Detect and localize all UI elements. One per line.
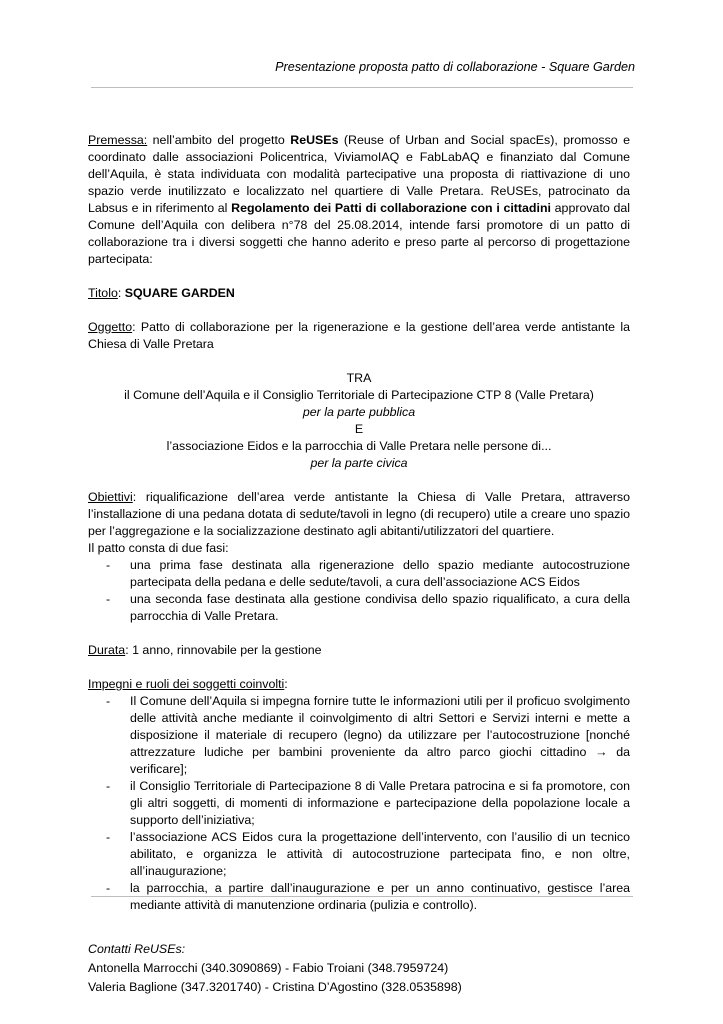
oggetto-text: : Patto di collaborazione per la rigenerazione e la gestione dell’area verde antistante la Chiesa di Valle Pretara — [88, 320, 630, 351]
obiettivi-paragraph — [88, 489, 630, 540]
durata-paragraph — [88, 642, 630, 659]
obiettivi-text: : riqualificazione dell’area verde antistante la Chiesa di Valle Pretara, attraverso l’installazione di una pedana dotata di sedute/tavoli in legno (di recupero) utile a creare uno spazio per l’aggregazione e la socializzazione destinato agli abitanti/utilizzatori del quartiere. — [88, 490, 630, 538]
contacts-line-2: Valeria Baglione (347.3201740) - Cristina D’Agostino (328.0535898) — [88, 980, 462, 994]
dash-marker: - — [106, 779, 111, 793]
list-item — [88, 778, 630, 829]
parti-block — [88, 370, 630, 472]
list-item — [88, 693, 630, 778]
premessa-text-3: approvato dal Comune dell’Aquila con delibera n°78 del 25.08.2014, intende farsi promotore di un patto di collaborazione tra i diversi soggetti che hanno aderito e preso parte al percorso di progettazione partecipata: — [88, 201, 630, 266]
dash-marker: - — [106, 558, 111, 572]
titolo-sep: : — [117, 286, 125, 300]
durata-label: Durata — [88, 643, 126, 657]
list-item — [88, 829, 630, 880]
parti-line-civica: l’associazione Eidos e la parrocchia di Valle Pretara nelle persone di... — [166, 439, 552, 453]
fasi-intro: Il patto consta di due fasi: — [88, 541, 229, 555]
parti-line-pubblica: il Comune dell’Aquila e il Consiglio Territoriale di Partecipazione CTP 8 (Valle Pretara) — [124, 388, 594, 402]
contacts-footer — [88, 940, 648, 997]
premessa-text-2: (Reuse of Urban and Social spacEs), promosso e coordinato dalle associazioni Policentrica, ViviamoIAQ e FabLabAQ e finanziato dal Comune dell’Aquila, è stata individuata con modalità partecipative una proposta di riattivazione di uno spazio verde inutilizzato e localizzato nel quartiere di Valle Pretara. ReUSEs, patrocinato da Labsus e in riferimento al — [88, 133, 630, 215]
list-item — [88, 557, 630, 591]
durata-text: : 1 anno, rinnovabile per la gestione — [125, 643, 322, 657]
header-divider — [91, 87, 633, 88]
fase-text-2: una seconda fase destinata alla gestione condivisa dello spazio riqualificato, a cura della parrocchia di Valle Pretara. — [130, 592, 630, 623]
titolo-label: Titolo — [88, 286, 118, 300]
premessa-reuses: ReUSEs — [290, 133, 339, 147]
list-item — [88, 880, 630, 914]
titolo-paragraph — [88, 285, 630, 302]
impegni-label: Impegni e ruoli dei soggetti coinvolti — [88, 677, 285, 691]
titolo-value: SQUARE GARDEN — [124, 286, 235, 300]
dash-marker: - — [106, 881, 111, 895]
dash-marker: - — [106, 830, 111, 844]
premessa-label: Premessa: — [88, 133, 148, 147]
impegno-consiglio: il Consiglio Territoriale di Partecipazione 8 di Valle Pretara patrocina e si fa promotore, con gli altri soggetti, di momenti di informazione e partecipazione della popolazione locale a supporto dell’iniziativa; — [130, 779, 630, 827]
oggetto-label: Oggetto — [88, 320, 133, 334]
fase-text-1: una prima fase destinata alla rigenerazione dello spazio mediante autocostruzione partecipata della pedana e delle sedute/tavoli, a cura dell’associazione ACS Eidos — [130, 558, 630, 589]
impegni-list — [88, 693, 630, 914]
impegni-heading — [88, 676, 630, 693]
premessa-paragraph — [88, 132, 630, 268]
dash-marker: - — [106, 592, 111, 606]
fasi-list — [88, 557, 630, 625]
contacts-title: Contatti ReUSEs: — [88, 942, 186, 956]
parti-role-civica: per la parte civica — [310, 456, 408, 470]
impegno-comune: Il Comune dell’Aquila si impegna fornire tutte le informazioni utili per il proficuo svolgimento delle attività anche mediante il coinvolgimento di altri Settori e Servizi interni e mette a disposizione il materiale di recupero (legno) da utilizzare per l’autocostruzione [nonché attrezzature ludiche per bambini proveniente da altro parco giochi cittadino → da verificare]; — [130, 694, 630, 776]
page-header-title: Presentazione proposta patto di collaborazione - Square Garden — [275, 60, 635, 74]
impegno-parrocchia: la parrocchia, a partire dall’inaugurazione e per un anno continuativo, gestisce l’area mediante attività di manutenzione ordinaria (pulizia e controllo). — [130, 881, 630, 912]
document-body — [88, 132, 630, 914]
oggetto-paragraph — [88, 319, 630, 353]
footer-divider — [91, 896, 633, 897]
obiettivi-label: Obiettivi — [88, 490, 133, 504]
impegni-sep: : — [284, 677, 288, 691]
dash-marker: - — [106, 694, 111, 708]
premessa-regolamento: Regolamento dei Patti di collaborazione con i cittadini — [231, 201, 551, 215]
impegno-eidos: l’associazione ACS Eidos cura la progettazione dell’intervento, con l’ausilio di un tecnico abilitato, e organizza le attività di autocostruzione partecipata fino, e non oltre, all’inaugurazione; — [130, 830, 630, 878]
parti-role-pubblica: per la parte pubblica — [302, 405, 416, 419]
premessa-text-1: nell’ambito del progetto — [147, 133, 291, 147]
contacts-line-1: Antonella Marrocchi (340.3090869) - Fabio Troiani (348.7959724) — [88, 961, 449, 975]
list-item — [88, 591, 630, 625]
parti-e: E — [354, 422, 364, 436]
parti-tra: TRA — [346, 371, 372, 385]
obiettivi-section — [88, 489, 630, 625]
impegni-section — [88, 676, 630, 914]
